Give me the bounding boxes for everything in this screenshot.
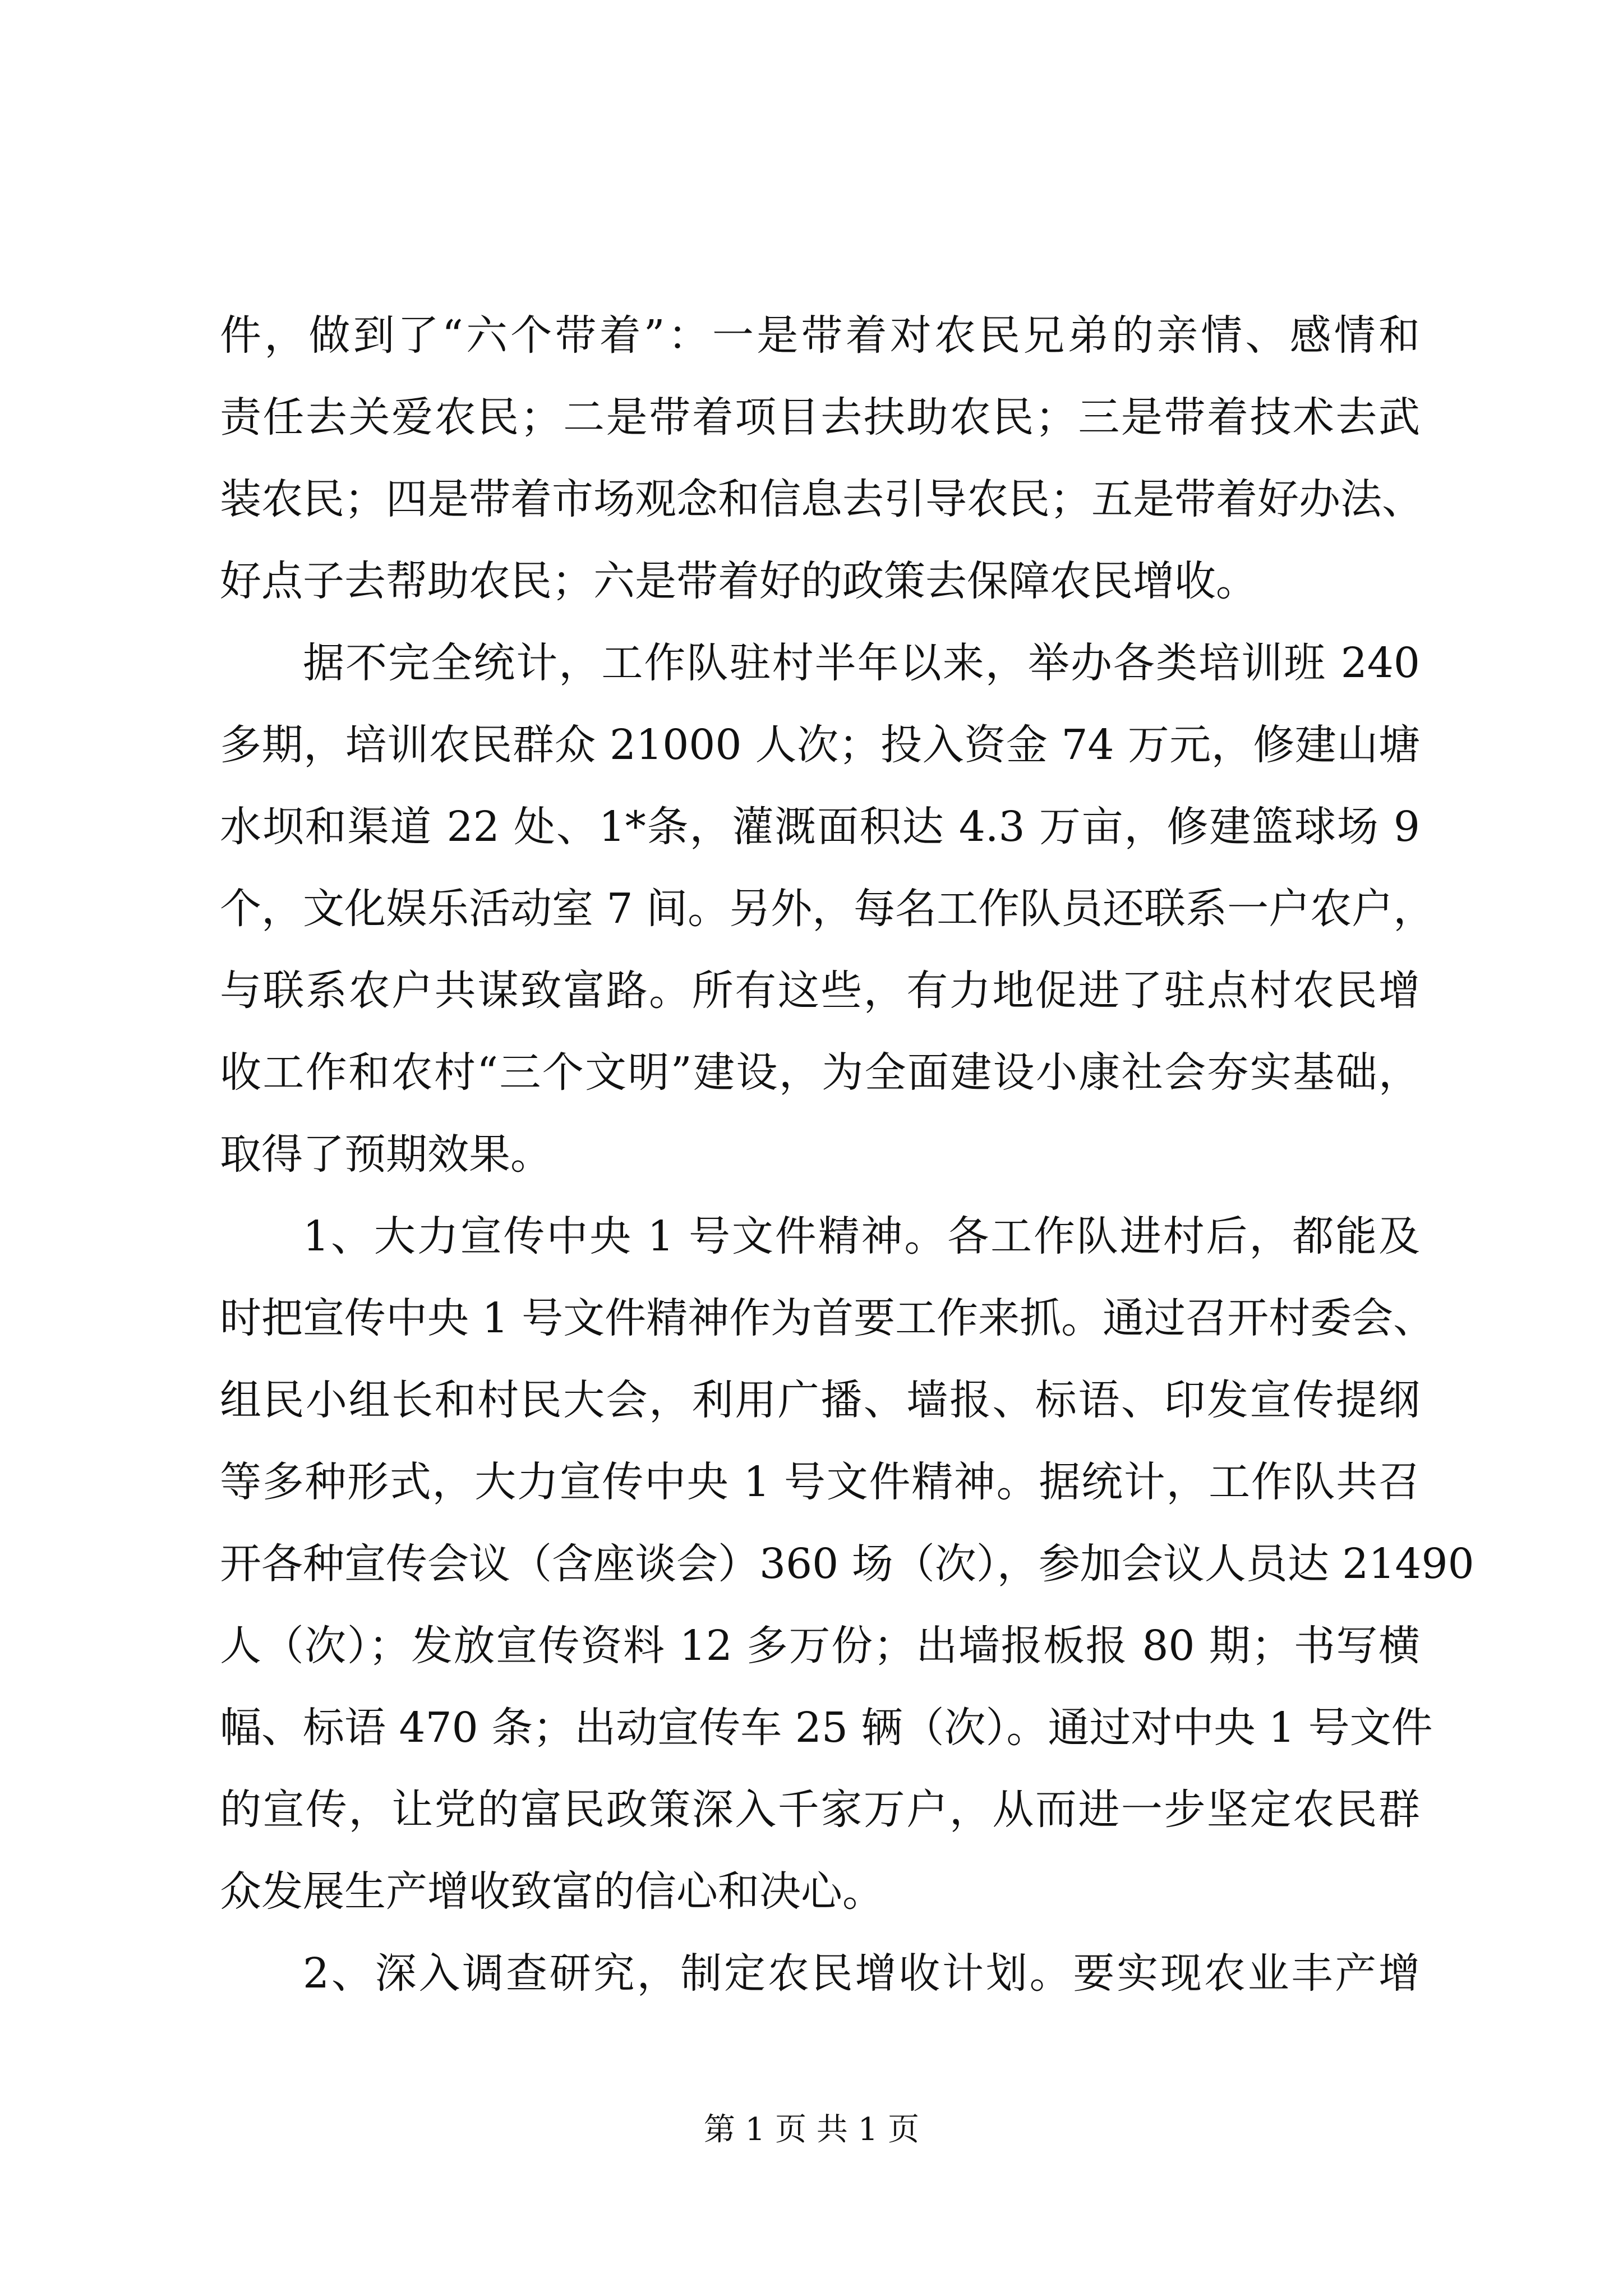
text-line: 取得了预期效果。 [220, 1130, 552, 1179]
text-line: 装农民；四是带着市场观念和信息去引导农民；五是带着好办法、 [220, 475, 1423, 523]
text-line: 件，做到了“六个带着”：一是带着对农民兄弟的亲情、感情和 [220, 311, 1420, 360]
text-line: 众发展生产增收致富的信心和决心。 [220, 1867, 884, 1916]
text-line: 幅、标语 470 条；出动宣传车 25 辆（次）。通过对中央 1 号文件 [220, 1704, 1433, 1752]
text-line: 好点子去帮助农民；六是带着好的政策去保障农民增收。 [220, 557, 1257, 605]
text-line: 1、大力宣传中央 1 号文件精神。各工作队进村后，都能及 [303, 1212, 1420, 1260]
text-line: 的宣传，让党的富民政策深入千家万户，从而进一步坚定农民群 [220, 1786, 1420, 1834]
page-footer: 第 1 页 共 1 页 [703, 2111, 920, 2148]
text-line: 组民小组长和村民大会，利用广播、墙报、标语、印发宣传提纲 [220, 1376, 1420, 1424]
text-line: 等多种形式，大力宣传中央 1 号文件精神。据统计，工作队共召 [220, 1458, 1420, 1506]
text-line: 2、深入调查研究，制定农民增收计划。要实现农业丰产增 [303, 1949, 1420, 1998]
text-line: 水坝和渠道 22 处、1*条，灌溉面积达 4.3 万亩，修建篮球场 9 [220, 803, 1420, 851]
text-line: 人（次）；发放宣传资料 12 多万份；出墙报板报 80 期；书写横 [220, 1622, 1420, 1670]
text-line: 与联系农户共谋致富路。所有这些，有力地促进了驻点村农民增 [220, 967, 1420, 1015]
text-line: 多期，培训农民群众 21000 人次；投入资金 74 万元，修建山塘 [220, 721, 1420, 769]
text-line: 个，文化娱乐活动室 7 间。另外，每名工作队员还联系一户农户， [220, 885, 1435, 933]
text-line: 时把宣传中央 1 号文件精神作为首要工作来抓。通过召开村委会、 [220, 1294, 1435, 1342]
text-line: 责任去关爱农民；二是带着项目去扶助农民；三是带着技术去武 [220, 393, 1420, 441]
text-line: 开各种宣传会议（含座谈会）360 场（次），参加会议人员达 21490 [220, 1540, 1474, 1588]
text-line: 收工作和农村“三个文明”建设，为全面建设小康社会夯实基础， [220, 1048, 1420, 1097]
text-line: 据不完全统计，工作队驻村半年以来，举办各类培训班 240 [303, 639, 1420, 687]
